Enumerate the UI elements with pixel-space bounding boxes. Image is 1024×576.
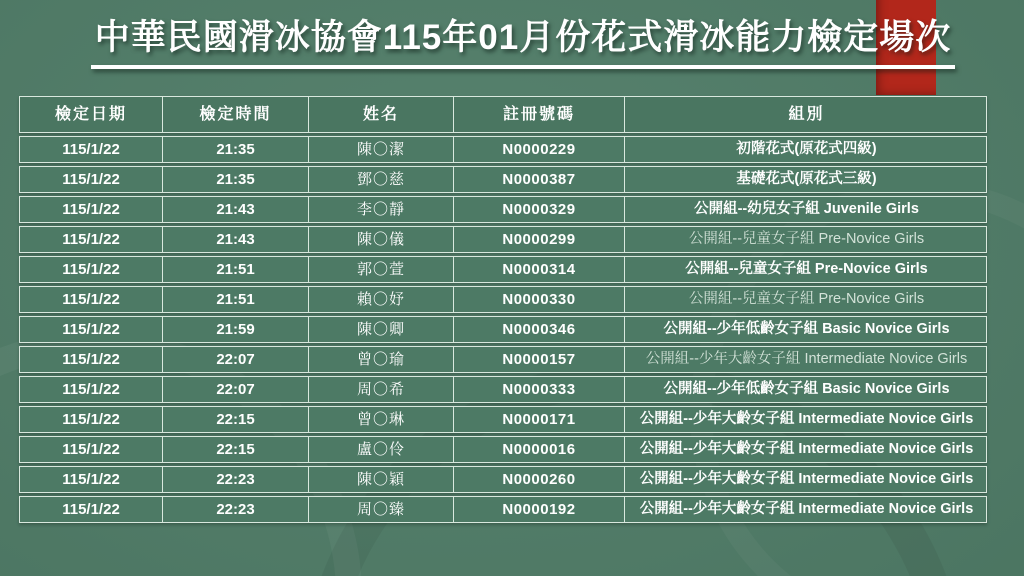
cell-test-date: 115/1/22	[20, 437, 163, 462]
cell-reg-number: N0000329	[454, 197, 625, 222]
cell-test-time: 21:35	[163, 167, 309, 192]
cell-group: 基礎花式(原花式三級)	[736, 171, 877, 188]
cell-test-date: 115/1/22	[20, 257, 163, 282]
table-row	[19, 346, 987, 373]
cell-name: 周〇希	[309, 377, 454, 402]
cell-reg-number: N0000387	[454, 167, 625, 192]
cell-test-date: 115/1/22	[20, 137, 163, 162]
header-date: 檢定日期	[20, 97, 163, 132]
cell-reg-number: N0000171	[454, 407, 625, 432]
table-row	[19, 496, 987, 523]
cell-test-date: 115/1/22	[20, 197, 163, 222]
cell-test-time: 21:51	[163, 257, 309, 282]
table-row	[19, 286, 987, 313]
cell-reg-number: N0000192	[454, 497, 625, 522]
cell-name: 曾〇瑜	[309, 347, 454, 372]
table-row	[19, 196, 987, 223]
table-header-row	[19, 96, 987, 133]
cell-test-time: 22:15	[163, 437, 309, 462]
cell-test-date: 115/1/22	[20, 467, 163, 492]
cell-group: 公開組--幼兒女子組 Juvenile Girls	[694, 201, 919, 218]
cell-test-date: 115/1/22	[20, 317, 163, 342]
cell-test-time: 22:15	[163, 407, 309, 432]
cell-name: 賴〇妤	[309, 287, 454, 312]
cell-test-time: 21:59	[163, 317, 309, 342]
cell-reg-number: N0000157	[454, 347, 625, 372]
cell-group: 公開組--兒童女子組 Pre-Novice Girls	[685, 261, 928, 278]
cell-reg-number: N0000314	[454, 257, 625, 282]
table-row	[19, 436, 987, 463]
table-row	[19, 136, 987, 163]
cell-group: 公開組--少年大齡女子組 Intermediate Novice Girls	[639, 471, 974, 488]
cell-group: 公開組--少年低齡女子組 Basic Novice Girls	[663, 381, 950, 398]
schedule-table	[19, 96, 987, 526]
cell-name: 陳〇穎	[309, 467, 454, 492]
page-title	[30, 10, 1016, 69]
cell-test-date: 115/1/22	[20, 497, 163, 522]
header-group: 組別	[788, 105, 825, 123]
cell-name: 陳〇儀	[309, 227, 454, 252]
cell-group: 公開組--少年大齡女子組 Intermediate Novice Girls	[645, 351, 968, 368]
table-row	[19, 406, 987, 433]
header-time: 檢定時間	[163, 97, 309, 132]
header-reg-no: 註冊號碼	[454, 97, 625, 132]
table-row	[19, 256, 987, 283]
cell-group: 公開組--兒童女子組 Pre-Novice Girls	[688, 231, 925, 248]
cell-name: 陳〇卿	[309, 317, 454, 342]
cell-test-date: 115/1/22	[20, 407, 163, 432]
cell-reg-number: N0000346	[454, 317, 625, 342]
table-row	[19, 226, 987, 253]
header-name: 姓名	[309, 97, 454, 132]
cell-reg-number: N0000016	[454, 437, 625, 462]
cell-reg-number: N0000299	[454, 227, 625, 252]
cell-group: 公開組--少年大齡女子組 Intermediate Novice Girls	[639, 441, 974, 458]
cell-test-time: 22:07	[163, 377, 309, 402]
table-row	[19, 166, 987, 193]
cell-test-date: 115/1/22	[20, 287, 163, 312]
cell-name: 陳〇潔	[309, 137, 454, 162]
table-body	[19, 136, 987, 523]
cell-group: 公開組--兒童女子組 Pre-Novice Girls	[688, 291, 925, 308]
cell-test-time: 21:43	[163, 227, 309, 252]
cell-name: 郭〇萱	[309, 257, 454, 282]
cell-group: 公開組--少年大齡女子組 Intermediate Novice Girls	[639, 411, 974, 428]
cell-group: 初階花式(原花式四級)	[736, 141, 877, 158]
cell-name: 鄧〇慈	[309, 167, 454, 192]
cell-reg-number: N0000229	[454, 137, 625, 162]
cell-group: 公開組--少年低齡女子組 Basic Novice Girls	[663, 321, 950, 338]
cell-reg-number: N0000260	[454, 467, 625, 492]
cell-test-time: 21:51	[163, 287, 309, 312]
cell-test-time: 21:35	[163, 137, 309, 162]
cell-test-time: 22:23	[163, 467, 309, 492]
cell-test-time: 22:07	[163, 347, 309, 372]
table-row	[19, 466, 987, 493]
cell-name: 周〇臻	[309, 497, 454, 522]
page-title-text: 中華民國滑冰協會115年01月份花式滑冰能力檢定場次	[91, 10, 955, 69]
cell-name: 李〇靜	[309, 197, 454, 222]
cell-test-date: 115/1/22	[20, 227, 163, 252]
cell-test-date: 115/1/22	[20, 377, 163, 402]
table-row	[19, 376, 987, 403]
table-row	[19, 316, 987, 343]
cell-reg-number: N0000330	[454, 287, 625, 312]
cell-name: 曾〇琳	[309, 407, 454, 432]
cell-test-date: 115/1/22	[20, 167, 163, 192]
cell-test-date: 115/1/22	[20, 347, 163, 372]
cell-name: 盧〇伶	[309, 437, 454, 462]
cell-test-time: 22:23	[163, 497, 309, 522]
cell-reg-number: N0000333	[454, 377, 625, 402]
cell-group: 公開組--少年大齡女子組 Intermediate Novice Girls	[639, 501, 974, 518]
cell-test-time: 21:43	[163, 197, 309, 222]
